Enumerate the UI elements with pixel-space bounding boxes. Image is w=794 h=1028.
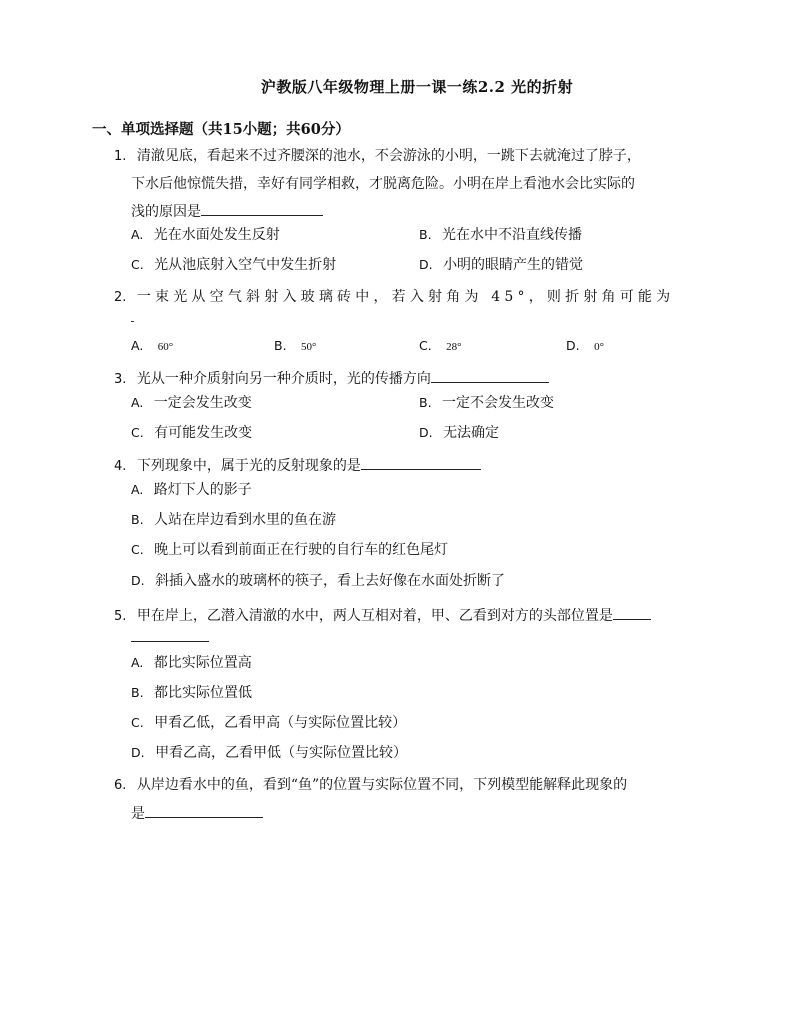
option-label: B.	[419, 227, 432, 242]
question-number: 4.	[114, 459, 127, 474]
question-text: 清澈见底，看起来不过齐腰深的池水，不会游泳的小明，一跳下去就淹过了脖子，	[136, 148, 641, 164]
option-b	[131, 683, 252, 703]
option-text: 28°	[446, 341, 462, 353]
option-d	[419, 255, 583, 275]
option-label: B.	[274, 338, 287, 353]
option-a	[131, 393, 252, 413]
question-text: 下列现象中，属于光的反射现象的是	[136, 458, 361, 474]
option-text: 光从池底射入空气中发生折射	[154, 257, 337, 273]
question-5-blank-line	[131, 627, 209, 648]
question-text: 一束光从空气斜射入玻璃砖中，若入射角为 45°，则折射角可能为	[136, 289, 675, 305]
option-a	[131, 336, 173, 357]
option-label: B.	[419, 395, 432, 410]
option-d	[131, 743, 407, 763]
option-label: A.	[131, 655, 144, 670]
option-c	[131, 255, 336, 275]
option-label: C.	[419, 338, 432, 353]
option-label: D.	[131, 573, 145, 588]
option-text: 无法确定	[443, 425, 500, 441]
option-label: D.	[419, 257, 433, 272]
question-text: 是	[131, 806, 145, 822]
option-c	[131, 540, 448, 560]
question-text: 从岸边看水中的鱼，看到“鱼”的位置与实际位置不同，下列模型能解释此现象的	[136, 777, 628, 793]
question-number: 2.	[114, 290, 127, 305]
option-text: 都比实际位置低	[154, 685, 253, 701]
option-text: 路灯下人的影子	[153, 482, 252, 498]
answer-blank	[613, 605, 651, 620]
option-b	[274, 336, 316, 357]
question-1-line-3	[131, 201, 323, 222]
question-1-line-2: 下水后他惊慌失措，幸好有同学相救，才脱离危险。小明在岸上看池水会比实际的	[131, 176, 635, 192]
option-d	[419, 423, 499, 443]
answer-blank	[431, 368, 549, 383]
option-text: 甲看乙低，乙看甲高（与实际位置比较）	[154, 715, 407, 731]
option-d	[566, 336, 604, 357]
option-a	[131, 225, 280, 245]
option-text: 都比实际位置高	[153, 655, 252, 671]
option-label: A.	[131, 338, 144, 353]
option-text: 小明的眼睛产生的错觉	[443, 257, 584, 273]
answer-blank	[131, 627, 209, 642]
option-text: 0°	[594, 341, 604, 353]
option-label: B.	[131, 512, 144, 527]
question-text: 浅的原因是	[131, 204, 201, 220]
option-label: C.	[131, 425, 144, 440]
option-b	[419, 225, 582, 245]
option-text: 人站在岸边看到水里的鱼在游	[154, 512, 337, 528]
question-text: 甲在岸上，乙潜入清澈的水中，两人互相对着，甲、乙看到对方的头部位置是	[136, 608, 613, 624]
option-b	[131, 510, 336, 530]
option-text: 晚上可以看到前面正在行驶的自行车的红色尾灯	[154, 542, 449, 558]
section-heading: 一、单项选择题（共15小题；共60分）	[92, 121, 350, 138]
question-3	[114, 368, 549, 390]
option-a	[131, 653, 252, 673]
option-text: 一定不会发生改变	[442, 395, 555, 411]
answer-blank	[201, 201, 323, 216]
question-number: 3.	[114, 372, 127, 387]
option-d	[131, 571, 505, 591]
question-number: 6.	[114, 778, 127, 793]
option-text: 甲看乙高，乙看甲低（与实际位置比较）	[155, 745, 408, 761]
option-label: C.	[131, 542, 144, 557]
question-5	[114, 605, 651, 627]
option-text: 光在水面处发生反射	[153, 227, 280, 243]
option-label: C.	[131, 257, 144, 272]
option-text: 斜插入盛水的玻璃杯的筷子，看上去好像在水面处折断了	[155, 573, 506, 589]
question-number: 5.	[114, 609, 127, 624]
option-label: B.	[131, 685, 144, 700]
question-2	[114, 287, 674, 308]
option-label: A.	[131, 227, 144, 242]
question-number: 1.	[114, 149, 127, 164]
answer-blank	[361, 455, 481, 470]
answer-blank	[131, 321, 134, 322]
question-6-line-2	[131, 803, 263, 824]
option-label: D.	[419, 425, 433, 440]
option-text: 一定会发生改变	[153, 395, 252, 411]
option-a	[131, 480, 252, 500]
question-4	[114, 455, 481, 477]
option-text: 有可能发生改变	[154, 425, 253, 441]
question-6	[114, 775, 627, 796]
option-label: C.	[131, 715, 144, 730]
option-label: A.	[131, 482, 144, 497]
option-c	[131, 423, 252, 443]
option-label: D.	[131, 745, 145, 760]
question-1	[114, 146, 641, 167]
option-label: D.	[566, 338, 580, 353]
option-c	[131, 713, 406, 733]
option-text: 50°	[301, 341, 317, 353]
question-text: 光从一种介质射向另一种介质时，光的传播方向	[136, 371, 431, 387]
option-text: 光在水中不沿直线传播	[442, 227, 583, 243]
option-c	[419, 336, 462, 357]
answer-blank	[145, 803, 263, 818]
option-b	[419, 393, 554, 413]
option-text: 60°	[157, 341, 174, 353]
document-title: 沪教版八年级物理上册一课一练2.2 光的折射	[260, 78, 574, 96]
option-label: A.	[131, 395, 144, 410]
